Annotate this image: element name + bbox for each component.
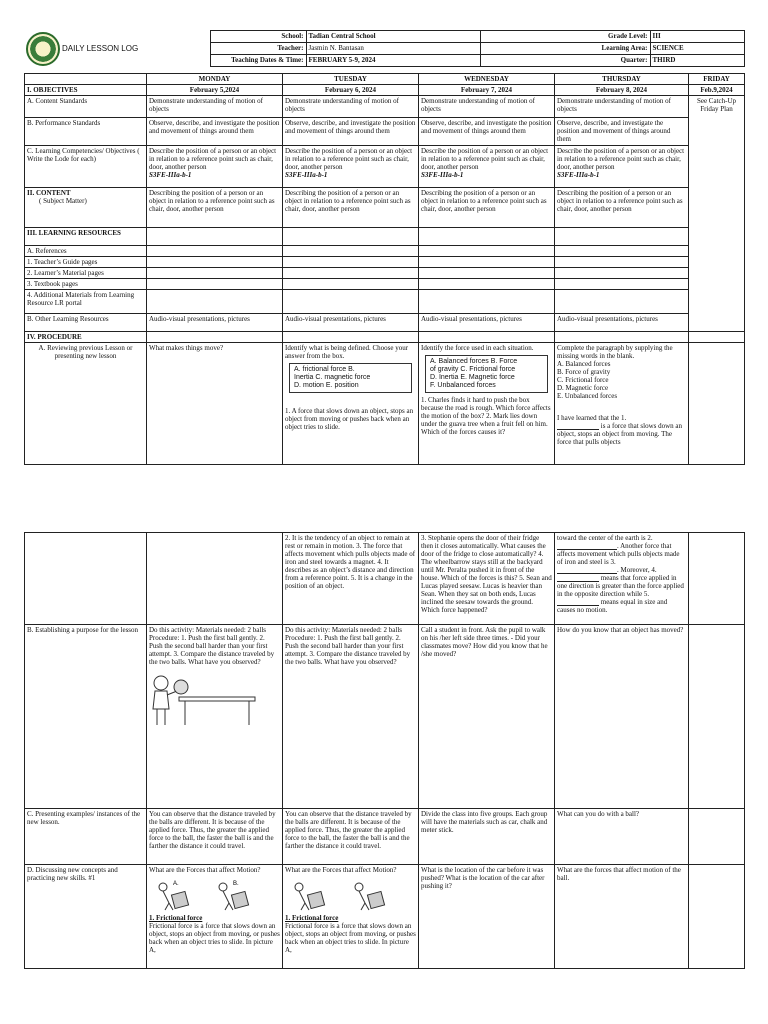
lm-pages-label: 2. Learner’s Material pages [25, 268, 147, 279]
review-tue-cont: 2. It is the tendency of an object to remain at rest or remain in motion. 3. The force that affects movement which pulls objects made of iron and steel towards a magnet. 4. It describes as an object’s distance and direction from a reference point. 5. It is a change in the position of an object. [283, 533, 419, 625]
area-value: SCIENCE [650, 43, 744, 55]
other-resources-wed: Audio-visual presentations, pictures [419, 314, 555, 332]
label-a: A. [173, 881, 179, 887]
content-sub: ( Subject Matter) [39, 197, 87, 205]
force-option: A. Balanced forces [557, 360, 611, 368]
paragraph-text: . Another force that affects movement which pulls objects made of iron and steel is 3. [557, 542, 680, 566]
choice-line: D. Inertia E. Magnetic force [430, 374, 515, 381]
choice-line: A. frictional force B. [294, 366, 355, 373]
blank-line [557, 567, 617, 574]
review-wed [419, 343, 555, 465]
activity-text: Do this activity: Materials needed: 2 balls Procedure: 1. Push the first ball gently. 2. Push the second ball harder than your first attempt. 3. Compare the distance traveled by the two balls. What have you observed? [149, 626, 275, 666]
competencies-mon [147, 146, 283, 188]
review-mon: What makes things move? [147, 343, 283, 465]
day-thursday: THURSDAY [555, 74, 689, 85]
force-option: B. Force of gravity [557, 368, 611, 376]
quarter-label: Quarter: [480, 55, 650, 67]
pushing-box-illustration [285, 877, 405, 911]
textbook-pages-label: 3. Textbook pages [25, 279, 147, 290]
purpose-thu: How do you know that an object has moved? [555, 625, 689, 809]
performance-standards-wed: Observe, describe, and investigate the position and movement of things around them [419, 118, 555, 146]
competencies-label: C. Learning Competencies/ Objectives ( Write the Lode for each) [25, 146, 147, 188]
competencies-thu [555, 146, 689, 188]
date-wednesday: February 7, 2024 [419, 85, 555, 96]
content-standards-tue: Demonstrate understanding of motion of objects [283, 96, 419, 118]
blank-line [557, 543, 617, 550]
other-resources-tue: Audio-visual presentations, pictures [283, 314, 419, 332]
content-standards-wed: Demonstrate understanding of motion of objects [419, 96, 555, 118]
page-two [24, 532, 744, 969]
purpose-tue: Do this activity: Materials needed: 2 balls Procedure: 1. Push the first ball gently. 2. Push the second ball harder than your first attempt. 3. Compare the distance traveled by the two balls. What have you observed? [283, 625, 419, 809]
competencies-wed [419, 146, 555, 188]
other-resources-label: B. Other Learning Resources [25, 314, 147, 332]
choice-line: F. Unbalanced forces [430, 382, 496, 389]
area-label: Learning Area: [480, 43, 650, 55]
content-mon: Describing the position of a person or an object in relation to a reference point such as chair, door, another person [147, 188, 283, 228]
doc-title: DAILY LESSON LOG [62, 43, 139, 53]
paragraph-text: . Moreover, 4. [617, 566, 657, 574]
discuss-question: What are the Forces that affect Motion? [285, 866, 397, 874]
content-tue: Describing the position of a person or an object in relation to a reference point such as chair, door, another person [283, 188, 419, 228]
school-label: School: [210, 31, 306, 43]
day-tuesday: TUESDAY [283, 74, 419, 85]
paragraph-line-2 [557, 422, 686, 446]
review-tue-intro: Identify what is being defined. Choose your answer from the box. [285, 344, 409, 360]
review-thu-cont [555, 533, 689, 625]
review-label: A. Reviewing previous Lesson or presenting new lesson [25, 343, 147, 465]
dates-value: FEBRUARY 5-9, 2024 [306, 55, 480, 67]
child-pushing-ball-illustration [149, 669, 259, 729]
choices-box [289, 363, 412, 393]
grade-value: III [650, 31, 744, 43]
examples-mon: You can observe that the distance traveled by the balls are different. It is because of the applied force. Thus, the greater the applied force to the ball, the faster the ball is and the farther the distance it could travel. [147, 809, 283, 865]
examples-thu: What can you do with a ball? [555, 809, 689, 865]
performance-standards-mon: Observe, describe, and investigate the position and movement of things around them [147, 118, 283, 146]
competency-text: Describe the position of a person or an object in relation to a reference point such as chair, door, another person [285, 147, 413, 171]
choice-line: D. motion E. position [294, 382, 359, 389]
discuss-text: Frictional force is a force that slows down an object, stops an object from moving, or pushes back when an object tries to slide. In picture A, [285, 922, 416, 954]
purpose-label: B. Establishing a purpose for the lesson [25, 625, 147, 809]
discuss-text: Frictional force is a force that slows down an object, stops an object from moving, or pushes back when an object tries to slide. In picture A, [149, 922, 280, 954]
references-label: A. References [25, 246, 147, 257]
competencies-tue [283, 146, 419, 188]
resources-label: III. LEARNING RESOURCES [25, 228, 147, 246]
competency-text: Describe the position of a person or an object in relation to a reference point such as chair, door, another person [421, 147, 549, 171]
performance-standards-label: B. Performance Standards [25, 118, 147, 146]
competency-text: Describe the position of a person or an object in relation to a reference point such as chair, door, another person [557, 147, 685, 171]
force-option: E. Unbalanced forces [557, 392, 618, 400]
day-friday: FRIDAY [689, 74, 745, 85]
force-option: C. Frictional force [557, 376, 609, 384]
content-thu: Describing the position of a person or an object in relation to a reference point such as chair, door, another person [555, 188, 689, 228]
grade-label: Grade Level: [480, 31, 650, 43]
competency-code: S3FE-IIIa-b-1 [149, 171, 192, 179]
discuss-heading: 1. Frictional force [285, 914, 339, 922]
paragraph-line-1: I have learned that the 1. [557, 414, 627, 422]
choice-line: Inertia C. magnetic force [294, 374, 371, 381]
additional-materials-label: 4. Additional Materials from Learning Resource LR portal [25, 290, 147, 314]
choice-line: of gravity C. Frictional force [430, 366, 516, 373]
blank-line [557, 575, 599, 582]
discuss-label: D. Discussing new concepts and practicing new skills. #1 [25, 865, 147, 969]
competency-code: S3FE-IIIa-b-1 [285, 171, 328, 179]
content-wed: Describing the position of a person or an object in relation to a reference point such as chair, door, another person [419, 188, 555, 228]
teacher-label: Teacher: [210, 43, 306, 55]
date-tuesday: February 6, 2024 [283, 85, 419, 96]
date-monday: February 5,2024 [147, 85, 283, 96]
dates-label: Teaching Dates & Time: [210, 55, 306, 67]
content-standards-mon: Demonstrate understanding of motion of objects [147, 96, 283, 118]
date-friday: Feb.9,2024 [689, 85, 745, 96]
discuss-question: What are the Forces that affect Motion? [149, 866, 261, 874]
review-wed-questions: 1. Charles finds it hard to push the box because the road is rough. Which force affects the motion of the box? 2. Mark lies down under the guava tree when a fruit fell on him. Which of the forces causes it? [421, 396, 551, 436]
discuss-wed: What is the location of the car before it was pushed? What is the location of the car after pushing it? [419, 865, 555, 969]
paragraph-text: is a force that slows down an object, stops an object from moving. The force that pulls objects [557, 422, 683, 446]
review-thu [555, 343, 689, 465]
review-wed-intro: Identify the force used in each situation. [421, 344, 534, 352]
blank-line [557, 599, 599, 606]
page-one [24, 30, 744, 465]
forces-box [425, 355, 548, 393]
lesson-table-continued [24, 532, 745, 969]
discuss-mon [147, 865, 283, 969]
procedure-heading: IV. PROCEDURE [25, 332, 147, 343]
day-wednesday: WEDNESDAY [419, 74, 555, 85]
deped-seal [24, 31, 60, 67]
performance-standards-tue: Observe, describe, and investigate the position and movement of things around them [283, 118, 419, 146]
examples-tue: You can observe that the distance traveled by the balls are different. It is because of the applied force. Thus, the greater the applied force to the ball, the faster the ball is and the farther the distance it could travel. [283, 809, 419, 865]
competency-code: S3FE-IIIa-b-1 [421, 171, 464, 179]
review-tue [283, 343, 419, 465]
date-thursday: February 8, 2024 [555, 85, 689, 96]
discuss-heading: 1. Frictional force [149, 914, 203, 922]
discuss-thu: What are the forces that affect motion of the ball. [555, 865, 689, 969]
review-wed-cont: 3. Stephanie opens the door of their fridge then it closes automatically. What causes the door of the fridge to close automatically? 4. The wheelbarrow stays still at the backyard until Mr. Peralta pushed it in front of the house. Which of the forces is this? 5. Sean and Lucas played seesaw. Lucas is heavier than Sean. When they sat on both ends, Lucas inclined the seesaw towards the ground. Which force happened? [419, 533, 555, 625]
header-table [24, 30, 745, 67]
lesson-table [24, 73, 745, 465]
paragraph-text: means that force applied in one direction is greater than the force applied in the opposite direction while 5. [557, 574, 684, 598]
review-thu-intro: Complete the paragraph by supplying the missing words in the blank. [557, 344, 673, 360]
discuss-tue [283, 865, 419, 969]
review-tue-q1: 1. A force that slows down an object, stops an object from moving or pushes back when an object tries to slide. [285, 407, 414, 431]
competency-text: Describe the position of a person or an object in relation to a reference point such as chair, door, another person [149, 147, 277, 171]
tg-pages-label: 1. Teacher’s Guide pages [25, 257, 147, 268]
pushing-box-illustration [149, 877, 269, 911]
content-heading: II. CONTENT [27, 189, 71, 197]
competency-code: S3FE-IIIa-b-1 [557, 171, 600, 179]
purpose-mon [147, 625, 283, 809]
choice-line: A. Balanced forces B. Force [430, 358, 518, 365]
examples-wed: Divide the class into five groups. Each group will have the materials such as car, chalk and meter stick. [419, 809, 555, 865]
label-b: B. [233, 881, 239, 887]
purpose-wed: Call a student in front. Ask the pupil to walk on his /her left side three times. - Did your classmates move? How did you know that he /she moved? [419, 625, 555, 809]
content-standards-label: A. Content Standards [25, 96, 147, 118]
other-resources-mon: Audio-visual presentations, pictures [147, 314, 283, 332]
performance-standards-thu: Observe, describe, and investigate the position and movement of things around them [555, 118, 689, 146]
paragraph-text: means equal in size and causes no motion. [557, 598, 668, 614]
content-standards-thu: Demonstrate understanding of motion of objects [555, 96, 689, 118]
friday-note: See Catch-Up Friday Plan [689, 96, 745, 332]
examples-label: C. Presenting examples/ instances of the new lesson. [25, 809, 147, 865]
other-resources-thu: Audio-visual presentations, pictures [555, 314, 689, 332]
force-option: D. Magnetic force [557, 384, 609, 392]
objectives-heading: I. OBJECTIVES [25, 85, 147, 96]
blank-line [557, 423, 599, 430]
day-monday: MONDAY [147, 74, 283, 85]
teacher-value: Jasmin N. Bantasan [306, 43, 480, 55]
quarter-value: THIRD [650, 55, 744, 67]
paragraph-text: toward the center of the earth is 2. [557, 534, 653, 542]
school-value: Tadian Central School [306, 31, 480, 43]
content-label [25, 188, 147, 228]
